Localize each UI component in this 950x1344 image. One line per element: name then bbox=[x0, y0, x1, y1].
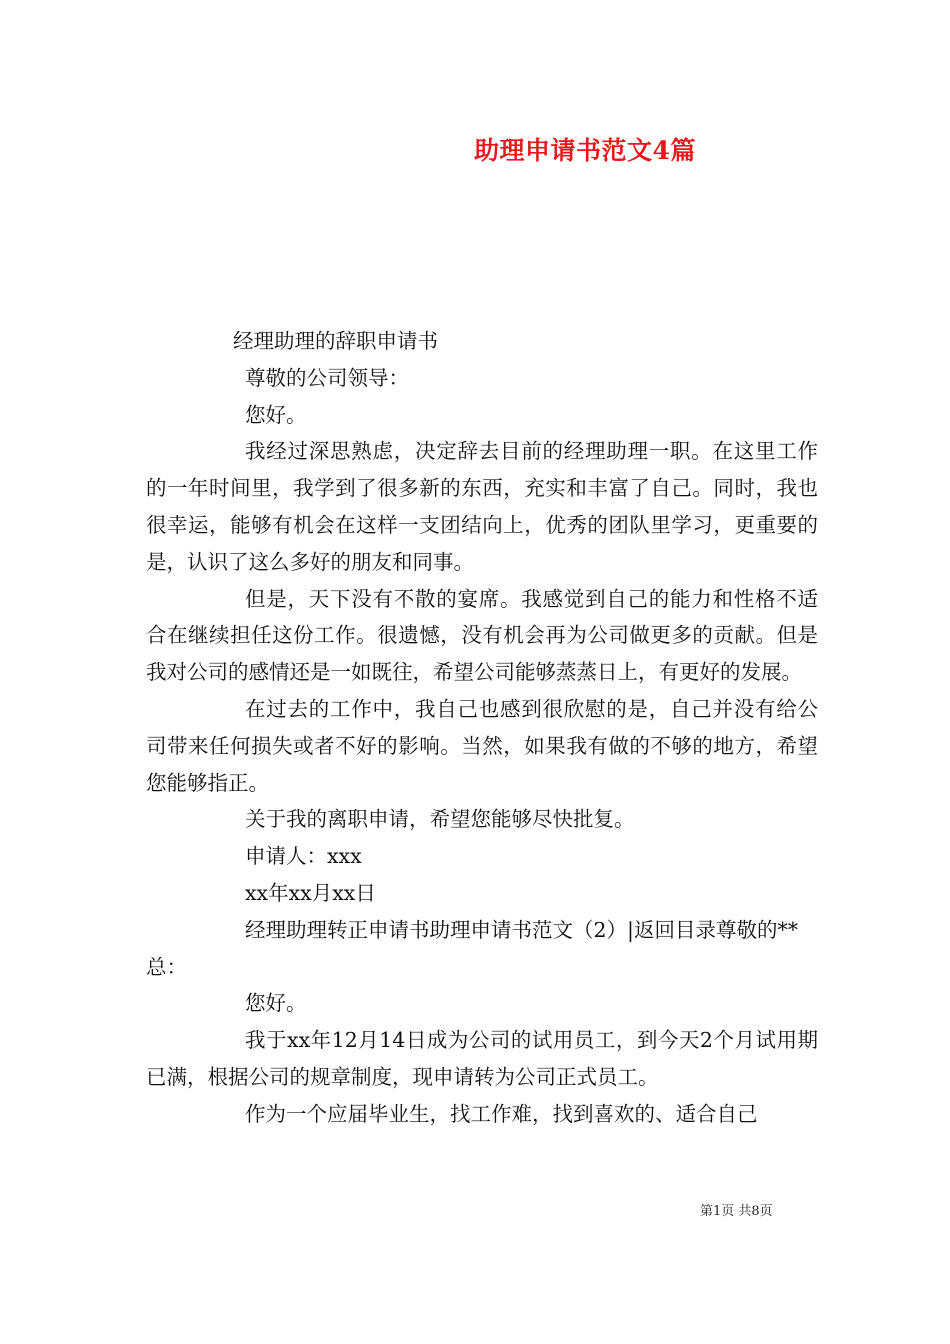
body-paragraph: 关于我的离职申请，希望您能够尽快批复。 bbox=[245, 807, 635, 832]
document-title: 助理申请书范文4篇 bbox=[474, 136, 696, 165]
section-heading-salutation: 经理助理转正申请书助理申请书范文（2）|返回目录尊敬的**总： bbox=[146, 917, 798, 979]
page-number-footer: 第1页 共8页 bbox=[700, 1204, 773, 1219]
greeting: 您好。 bbox=[245, 991, 307, 1016]
date-line: xx年xx月xx日 bbox=[245, 880, 376, 905]
salutation: 尊敬的公司领导： bbox=[245, 365, 409, 390]
body-paragraph: 作为一个应届毕业生，找工作难，找到喜欢的、适合自己 bbox=[245, 1101, 758, 1126]
body-paragraph: 我于xx年12月14日成为公司的试用员工，到今天2个月试用期已满，根据公司的规章制度，现申请转为公司正式员工。 bbox=[146, 1028, 818, 1089]
letter-heading: 经理助理的辞职申请书 bbox=[233, 329, 438, 353]
body-paragraph: 我经过深思熟虑，决定辞去目前的经理助理一职。在这里工作的一年时间里，我学到了很多新的东西，充实和丰富了自己。同时，我也很幸运，能够有机会在这样一支团结向上，优秀的团队里学习，更重要的是，认识了这么多好的朋友和同事。 bbox=[146, 439, 818, 574]
body-paragraph: 在过去的工作中，我自己也感到很欣慰的是，自己并没有给公司带来任何损失或者不好的影响。当然，如果我有做的不够的地方，希望您能够指正。 bbox=[146, 696, 818, 795]
document-body bbox=[146, 323, 818, 1133]
body-paragraph: 但是，天下没有不散的宴席。我感觉到自己的能力和性格不适合在继续担任这份工作。很遗憾，没有机会再为公司做更多的贡献。但是我对公司的感情还是一如既往，希望公司能够蒸蒸日上，有更好的发展。 bbox=[146, 586, 818, 685]
greeting: 您好。 bbox=[245, 402, 307, 427]
applicant-line: 申请人：xxx bbox=[245, 844, 362, 869]
